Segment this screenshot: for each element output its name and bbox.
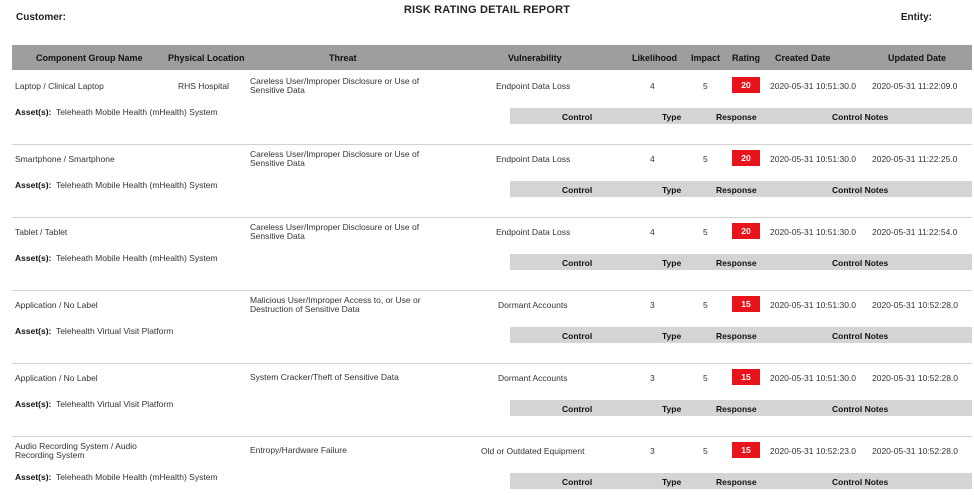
threat-text: Entropy/Hardware Failure (250, 445, 347, 455)
updated-date: 2020-05-31 11:22:25.0 (872, 154, 958, 164)
asset-line (15, 326, 173, 336)
col-rating: Rating (732, 53, 760, 63)
control-col-response: Response (716, 258, 757, 268)
vulnerability-text: Old or Outdated Equipment (481, 446, 585, 456)
physical-location: RHS Hospital (178, 81, 230, 91)
component-name: Laptop / Clinical Laptop (15, 81, 104, 91)
created-date: 2020-05-31 10:52:23.0 (770, 446, 857, 456)
control-subheader (510, 108, 972, 124)
created-date: 2020-05-31 10:51:30.0 (770, 81, 857, 91)
impact-value: 5 (703, 300, 708, 310)
impact-value: 5 (703, 81, 708, 91)
impact-value: 5 (703, 154, 708, 164)
asset-line (15, 253, 218, 263)
col-created-date: Created Date (775, 53, 831, 63)
threat-text: Careless User/Improper Disclosure or Use of Sensitive Data (250, 222, 420, 241)
control-subheader (510, 400, 972, 416)
asset-line (15, 107, 218, 117)
rating-badge: 20 (732, 150, 760, 166)
asset-line (15, 472, 218, 482)
likelihood-value: 3 (650, 446, 655, 456)
asset-label: Asset(s): (15, 399, 52, 409)
table-header (12, 45, 972, 70)
control-col-type: Type (662, 477, 682, 487)
control-col-type: Type (662, 404, 682, 414)
rating-badge: 20 (732, 223, 760, 239)
control-col-control: Control (562, 477, 593, 487)
created-date: 2020-05-31 10:51:30.0 (770, 300, 857, 310)
control-col-notes: Control Notes (832, 258, 889, 268)
col-physical-location: Physical Location (168, 53, 245, 63)
control-subheader (510, 327, 972, 343)
impact-value: 5 (703, 446, 708, 456)
component-name: Application / No Label (15, 300, 98, 310)
asset-line (15, 180, 218, 190)
col-impact: Impact (691, 53, 721, 63)
created-date: 2020-05-31 10:51:30.0 (770, 373, 857, 383)
table-row (12, 71, 972, 145)
threat-text: Malicious User/Improper Access to, or Use or Destruction of Sensitive Data (250, 295, 421, 314)
asset-line (15, 399, 173, 409)
threat-text: System Cracker/Theft of Sensitive Data (250, 372, 399, 382)
table-row (12, 217, 972, 291)
rating-badge: 15 (732, 442, 760, 458)
updated-date: 2020-05-31 11:22:09.0 (872, 81, 958, 91)
col-component-group-name: Component Group Name (36, 53, 143, 63)
vulnerability-text: Endpoint Data Loss (496, 154, 571, 164)
customer-label: Customer: (16, 12, 67, 23)
component-name: Tablet / Tablet (15, 227, 68, 237)
asset-label: Asset(s): (15, 253, 52, 263)
vulnerability-text: Endpoint Data Loss (496, 81, 571, 91)
control-col-control: Control (562, 258, 593, 268)
asset-name: Teleheath Mobile Health (mHealth) System (55, 253, 218, 263)
asset-label: Asset(s): (15, 107, 52, 117)
likelihood-value: 3 (650, 373, 655, 383)
table-row (12, 290, 972, 364)
control-col-response: Response (716, 331, 757, 341)
col-updated-date: Updated Date (888, 53, 947, 63)
table-row (12, 144, 972, 218)
control-col-type: Type (662, 185, 682, 195)
updated-date: 2020-05-31 10:52:28.0 (872, 446, 959, 456)
control-col-control: Control (562, 185, 593, 195)
control-col-notes: Control Notes (832, 404, 889, 414)
updated-date: 2020-05-31 10:52:28.0 (872, 300, 959, 310)
vulnerability-text: Dormant Accounts (498, 373, 568, 383)
control-subheader (510, 181, 972, 197)
control-subheader (510, 254, 972, 270)
asset-name: Telehealth Virtual Visit Platform (55, 326, 174, 336)
control-col-response: Response (716, 404, 757, 414)
impact-value: 5 (703, 373, 708, 383)
asset-name: Teleheath Mobile Health (mHealth) System (55, 180, 218, 190)
likelihood-value: 3 (650, 300, 655, 310)
col-vulnerability: Vulnerability (508, 53, 562, 63)
report-title: RISK RATING DETAIL REPORT (403, 4, 571, 16)
component-name: Smartphone / Smartphone (15, 154, 115, 164)
threat-text: Careless User/Improper Disclosure or Use of Sensitive Data (250, 149, 420, 168)
control-subheader (510, 473, 972, 489)
likelihood-value: 4 (650, 81, 655, 91)
control-col-notes: Control Notes (832, 185, 889, 195)
created-date: 2020-05-31 10:51:30.0 (770, 227, 857, 237)
control-col-notes: Control Notes (832, 477, 889, 487)
vulnerability-text: Endpoint Data Loss (496, 227, 571, 237)
control-col-response: Response (716, 477, 757, 487)
control-col-control: Control (562, 404, 593, 414)
likelihood-value: 4 (650, 154, 655, 164)
asset-label: Asset(s): (15, 180, 52, 190)
asset-name: Telehealth Virtual Visit Platform (55, 399, 174, 409)
table-row (12, 436, 972, 494)
vulnerability-text: Dormant Accounts (498, 300, 568, 310)
report-header (0, 0, 974, 40)
component-name: Application / No Label (15, 373, 98, 383)
updated-date: 2020-05-31 11:22:54.0 (872, 227, 958, 237)
table-row (12, 363, 972, 437)
created-date: 2020-05-31 10:51:30.0 (770, 154, 857, 164)
control-col-notes: Control Notes (832, 331, 889, 341)
control-col-response: Response (716, 185, 757, 195)
asset-name: Teleheath Mobile Health (mHealth) System (55, 472, 218, 482)
rating-badge: 15 (732, 296, 760, 312)
updated-date: 2020-05-31 10:52:28.0 (872, 373, 959, 383)
impact-value: 5 (703, 227, 708, 237)
col-threat: Threat (329, 53, 357, 63)
control-col-type: Type (662, 112, 682, 122)
rating-badge: 15 (732, 369, 760, 385)
rating-badge: 20 (732, 77, 760, 93)
control-col-type: Type (662, 258, 682, 268)
threat-text: Careless User/Improper Disclosure or Use of Sensitive Data (250, 76, 420, 95)
col-likelihood: Likelihood (632, 53, 677, 63)
entity-label: Entity: (900, 12, 932, 23)
control-col-type: Type (662, 331, 682, 341)
control-col-control: Control (562, 112, 593, 122)
likelihood-value: 4 (650, 227, 655, 237)
control-col-response: Response (716, 112, 757, 122)
asset-label: Asset(s): (15, 472, 52, 482)
asset-label: Asset(s): (15, 326, 52, 336)
control-col-notes: Control Notes (832, 112, 889, 122)
control-col-control: Control (562, 331, 593, 341)
component-name: Audio Recording System / Audio Recording System (15, 441, 137, 460)
asset-name: Teleheath Mobile Health (mHealth) System (55, 107, 218, 117)
